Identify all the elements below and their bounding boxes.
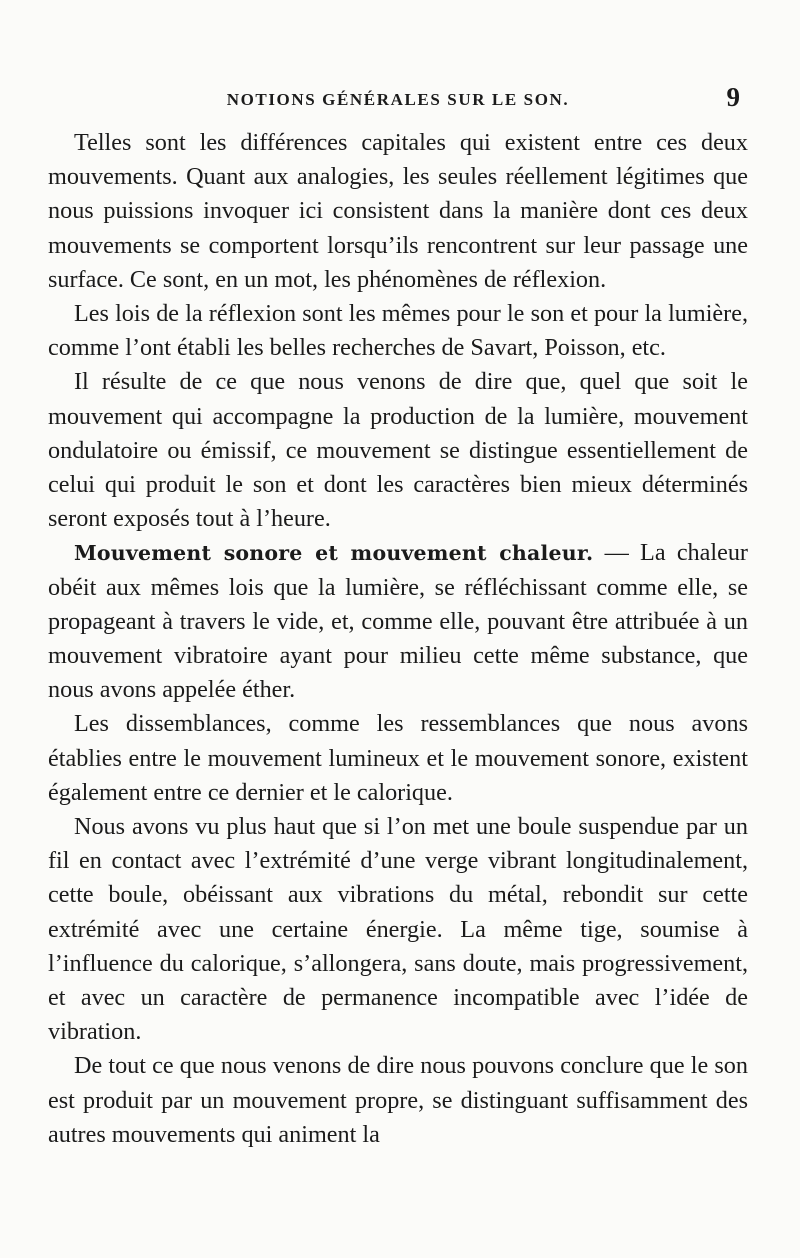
paragraph-5: Les dissemblances, comme les ressemblances que nous avons établies entre le mouvement lumineux et le mouvement sonore, existent également entre ce dernier et le calorique. [48, 710, 748, 806]
paragraph-4-text: — La chaleur obéit aux mêmes lois que la lumière, se réfléchissant comme elle, se propageant à travers le vide, et, comme elle, pouvant être attribuée à un mouvement vibratoire ayant pour milieu cette même substance, que nous avons appelée éther. [48, 539, 748, 704]
running-title: NOTIONS GÉNÉRALES SUR LE SON. [226, 90, 570, 109]
paragraph-7: De tout ce que nous venons de dire nous pouvons conclure que le son est produit par un mouvement propre, se distinguant suffisamment des autres mouvements qui animent la [48, 1052, 748, 1148]
paragraph-4 [48, 536, 748, 707]
paragraph-1: Telles sont les différences capitales qui existent entre ces deux mouvements. Quant aux analogies, les seules réellement légitimes que nous puissions invoquer ici consistent dans la manière dont ces deux mouvements se comportent lorsqu’ils rencontrent sur leur passage une surface. Ce sont, en un mot, les phénomènes de réflexion. [48, 129, 748, 293]
paragraph-2: Les lois de la réflexion sont les mêmes pour le son et pour la lumière, comme l’ont établi les belles recherches de Savart, Poisson, etc. [48, 300, 748, 362]
paragraph-3: Il résulte de ce que nous venons de dire que, quel que soit le mouvement qui accompagne la production de la lumière, mouvement ondulatoire ou émissif, ce mouvement se distingue essentiellement de celui qui produit le son et dont les caractères bien mieux déterminés seront exposés tout à l’heure. [48, 368, 748, 533]
paragraph-6: Nous avons vu plus haut que si l’on met une boule suspendue par un fil en contact avec l’extrémité d’une verge vibrant longitudinalement, cette boule, obéissant aux vibrations du métal, rebondit sur cette extrémité avec une certaine énergie. La même tige, soumise à l’influence du calorique, s’allongera, sans doute, mais progressivement, et avec un caractère de permanence incompatible avec l’idée de vibration. [48, 813, 748, 1046]
page-number: 9 [726, 82, 740, 112]
body-text [48, 126, 748, 1152]
running-head [48, 82, 748, 118]
section-title: Mouvement sonore et mouvement chaleur. [74, 541, 594, 566]
